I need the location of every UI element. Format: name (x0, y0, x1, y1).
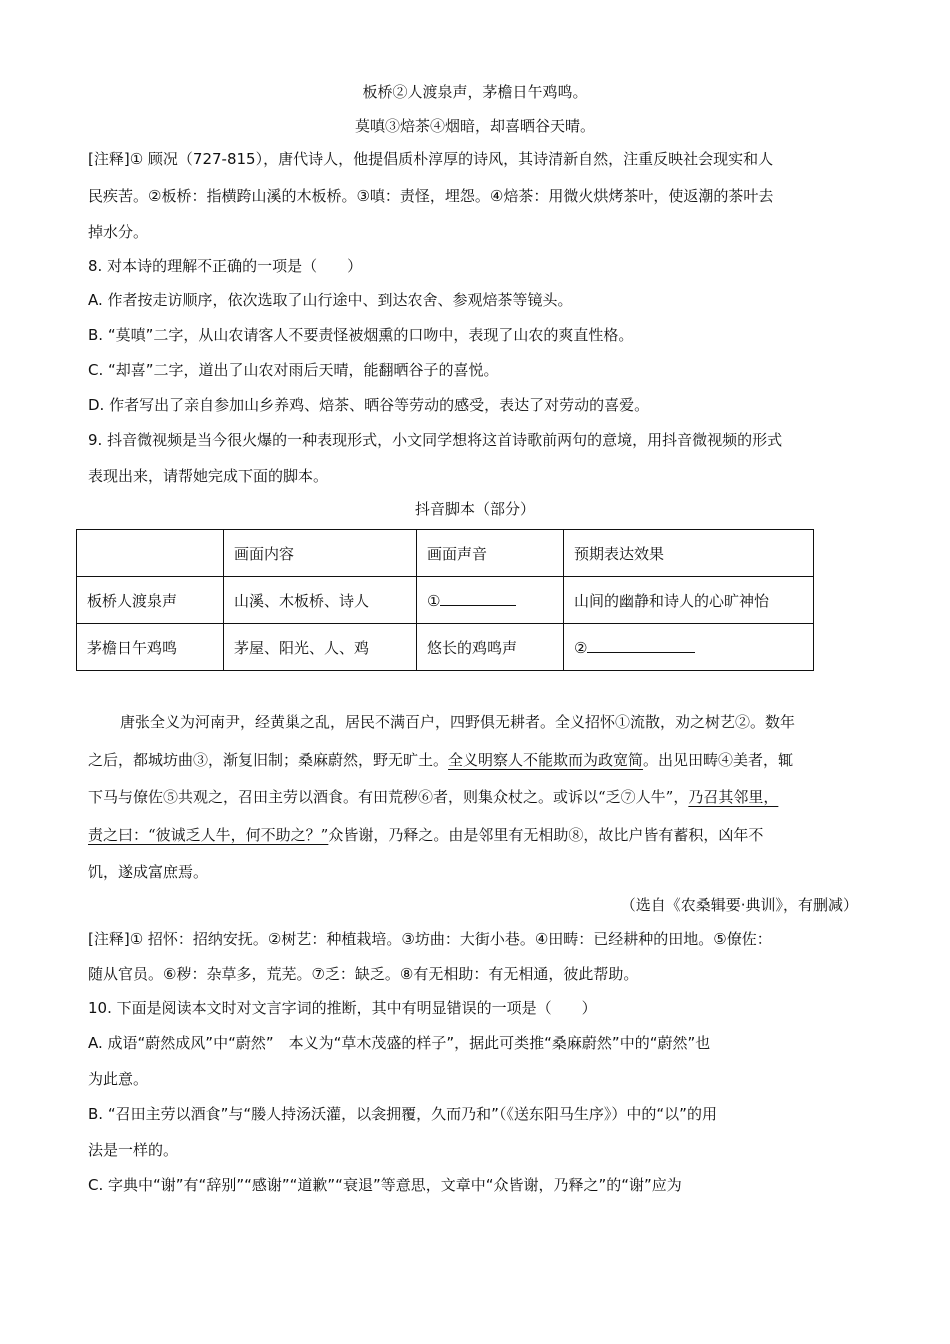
answer-blank-2[interactable] (587, 638, 695, 653)
poem-line-1: 板桥②人渡泉声，茅檐日午鸡鸣。 (362, 83, 588, 101)
answer-blank-1[interactable] (440, 591, 516, 606)
passage-line (88, 825, 763, 845)
table-cell: 山间的幽静和诗人的心旷神怡 (564, 577, 814, 624)
passage-text: 众皆谢，乃释之。由是邻里有无相助⑧，故比户皆有蓄积，凶年不 (328, 826, 764, 844)
script-table (76, 529, 814, 671)
header-cell: 预期表达效果 (564, 530, 814, 577)
underlined-sentence: 责之曰：“彼诚乏人牛，何不助之？” (88, 826, 329, 844)
q10-option-c: C. 字典中“谢”有“辞别”“感谢”“道歉”“衰退”等意思，文章中“众皆谢，乃释之”的“谢”应为 (88, 1176, 682, 1194)
blank-label-2: ② (574, 638, 588, 657)
question-10-stem: 10. 下面是阅读本文时对文言字词的推断，其中有明显错误的一项是（ ） (88, 999, 597, 1017)
q10-option-b-cont: 法是一样的。 (88, 1141, 179, 1159)
table-cell: 悠长的鸡鸣声 (417, 624, 564, 671)
blank-label-1: ① (427, 591, 441, 610)
q8-option-a: A. 作者按走访顺序，依次选取了山行途中、到达农舍、参观焙茶等镜头。 (88, 291, 573, 309)
q10-option-a: A. 成语“蔚然成风”中“蔚然” 本义为“草木茂盛的样子”，据此可类推“桑麻蔚然”中的“蔚然”也 (88, 1034, 711, 1052)
table-cell: 山溪、木板桥、诗人 (224, 577, 417, 624)
header-cell (77, 530, 224, 577)
q8-option-b: B. “莫嗔”二字，从山农请客人不要责怪被烟熏的口吻中，表现了山农的爽直性格。 (88, 326, 634, 344)
passage-line (88, 787, 778, 807)
poem-line-2: 莫嗔③焙茶④烟暗，却喜晒谷天晴。 (354, 117, 595, 135)
note-line: [注释]① 招怀：招纳安抚。②树艺：种植栽培。③坊曲：大街小巷。④田畴：已经耕种的田地。⑤僚佐： (88, 930, 772, 948)
table-row (77, 577, 814, 624)
table-cell: 茅屋、阳光、人、鸡 (224, 624, 417, 671)
passage-line (88, 750, 793, 770)
passage-line: 饥，遂成富庶焉。 (88, 863, 209, 881)
table-title: 抖音脚本（部分） (414, 500, 535, 518)
question-9-stem: 9. 抖音微视频是当今很火爆的一种表现形式，小文同学想将这首诗歌前两句的意境，用抖音微视频的形式 (88, 431, 783, 449)
note-line: [注释]① 顾况（727-815），唐代诗人，他提倡质朴淳厚的诗风，其诗清新自然，注重反映社会现实和人 (88, 150, 774, 168)
q10-option-a-cont: 为此意。 (88, 1070, 149, 1088)
passage-text: 。出见田畴④美者，辄 (643, 751, 794, 769)
table-cell: 板桥人渡泉声 (77, 577, 224, 624)
passage-source: （选自《农桑辑要·典训》，有删减） (620, 896, 858, 914)
header-cell: 画面声音 (417, 530, 564, 577)
q8-option-c: C. “却喜”二字，道出了山农对雨后天晴，能翻晒谷子的喜悦。 (88, 361, 499, 379)
passage-text: 下马与僚佐⑤共观之，召田主劳以酒食。有田荒秽⑥者，则集众杖之。或诉以“乏⑦人牛”， (88, 788, 689, 806)
passage-line: 唐张全义为河南尹，经黄巢之乱，居民不满百户，四野俱无耕者。全义招怀①流散，劝之树艺②。数年 (120, 713, 796, 731)
table-cell (564, 624, 814, 671)
question-9-stem-cont: 表现出来，请帮她完成下面的脚本。 (88, 467, 329, 485)
table-row (77, 624, 814, 671)
q10-option-b: B. “召田主劳以酒食”与“媵人持汤沃灌，以衾拥覆，久而乃和”（《送东阳马生序》）中的“以”的用 (88, 1105, 717, 1123)
note-line: 民疾苦。②板桥：指横跨山溪的木板桥。③嗔：责怪，埋怨。④焙茶：用微火烘烤茶叶，使返潮的茶叶去 (88, 187, 774, 205)
q8-option-d: D. 作者写出了亲自参加山乡养鸡、焙茶、晒谷等劳动的感受，表达了对劳动的喜爱。 (88, 396, 650, 414)
header-cell: 画面内容 (224, 530, 417, 577)
passage-text: 之后，都城坊曲③，渐复旧制；桑麻蔚然，野无旷土。 (88, 751, 449, 769)
underlined-sentence: 乃召其邻里， (688, 788, 779, 806)
note-line: 随从官员。⑥秽：杂草多，荒芜。⑦乏：缺乏。⑧有无相助：有无相通，彼此帮助。 (88, 965, 639, 983)
note-line: 掉水分。 (88, 223, 149, 241)
table-cell: 茅檐日午鸡鸣 (77, 624, 224, 671)
table-cell (417, 577, 564, 624)
table-header-row (77, 530, 814, 577)
question-8-stem: 8. 对本诗的理解不正确的一项是（ ） (88, 257, 363, 275)
underlined-sentence: 全义明察人不能欺而为政宽简 (448, 751, 644, 769)
